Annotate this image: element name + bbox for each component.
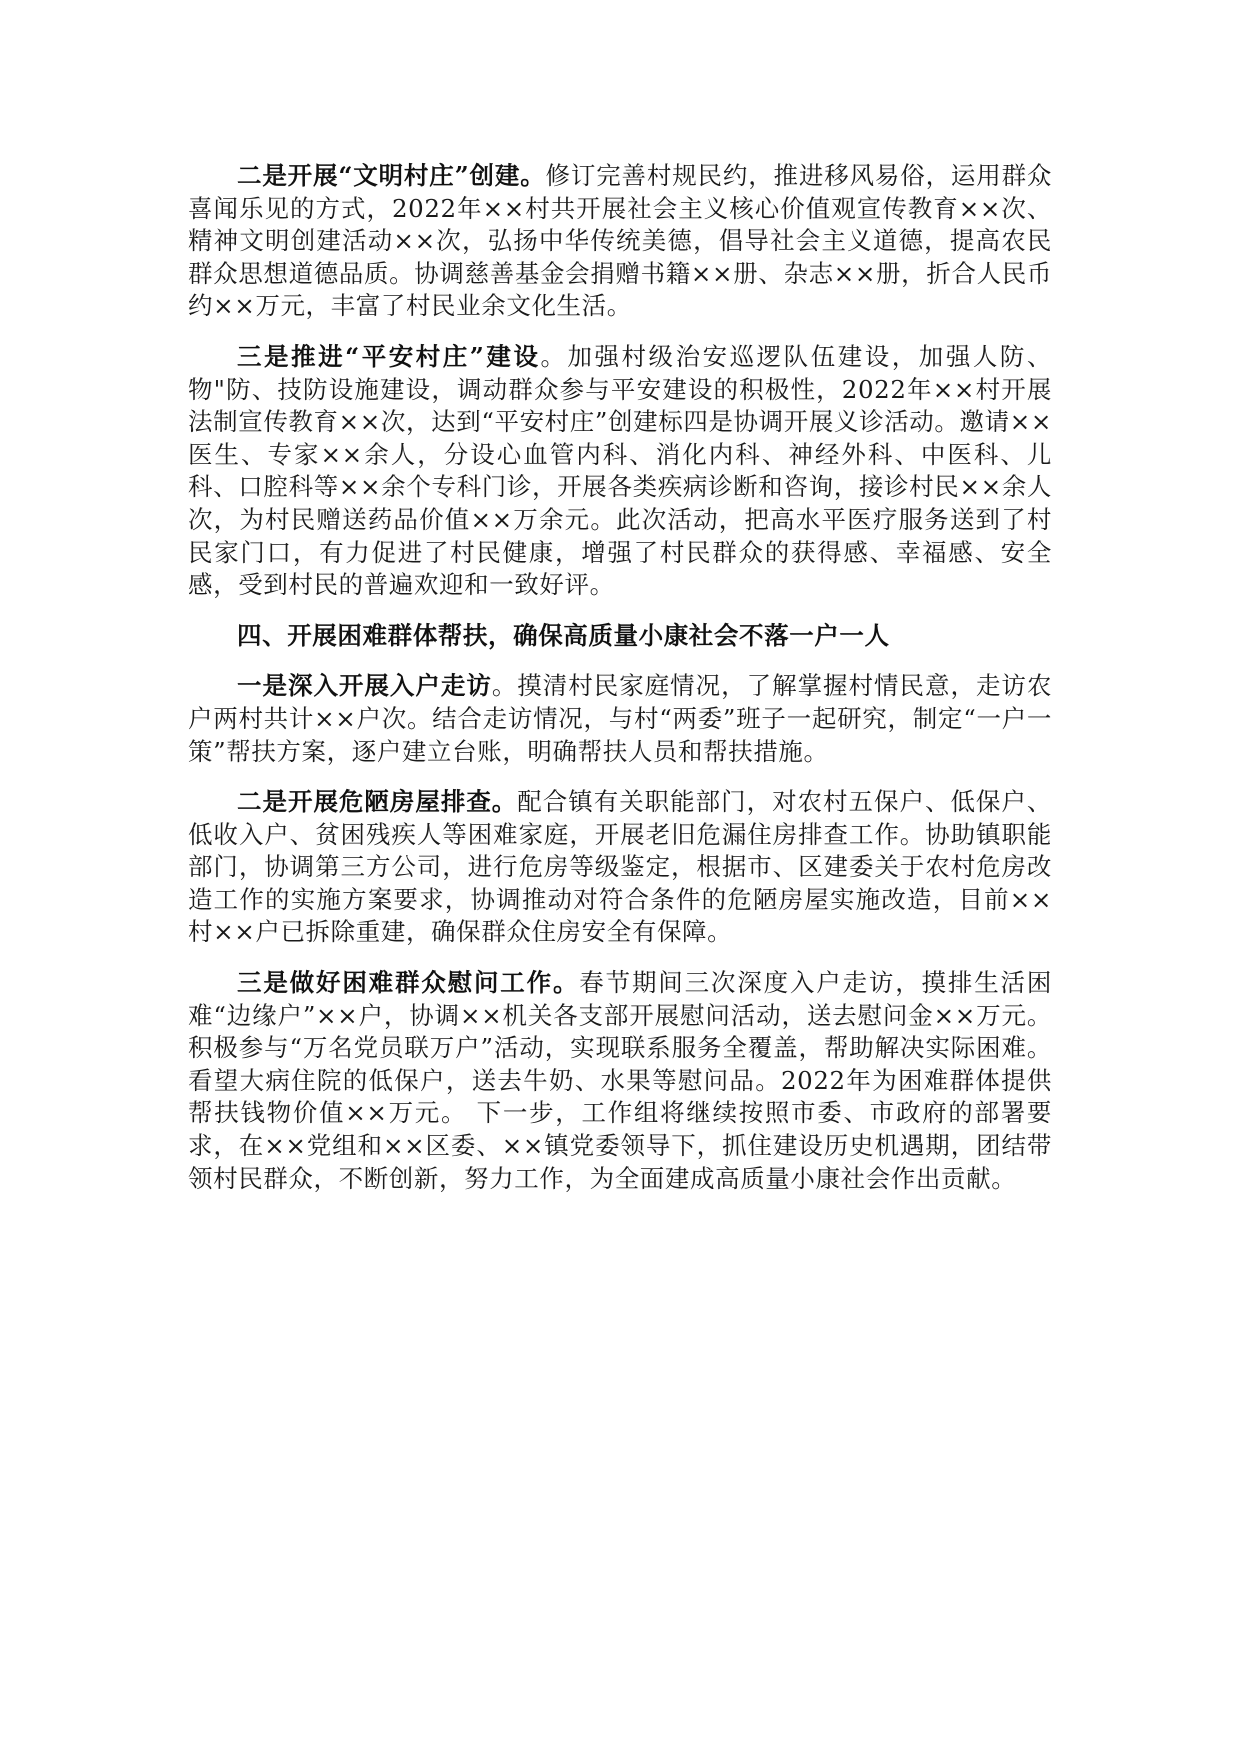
paragraph-housing-inspection (188, 786, 1052, 949)
document-body (188, 160, 1052, 1213)
paragraph-condolence-work (188, 967, 1052, 1195)
paragraph-civilized-village (188, 160, 1052, 323)
paragraph-lead: 一是深入开展入户走访 (237, 671, 492, 701)
paragraph-text: 春节期间三次深度入户走访，摸排生活困难“边缘户”××户，协调××机关各支部开展慰问活动，送去慰问金××万元。积极参与“万名党员联万户”活动，实现联系服务全覆盖，帮助解决实际困难。看望大病住院的低保户，送去牛奶、水果等慰问品。2022年为困难群体提供帮扶钱物价值××万元。 下一步，工作组将继续按照市委、市政府的部署要求，在××党组和××区委、××镇党委领导下，抓住建设历史机遇期，团结带领村民群众，不断创新，努力工作，为全面建成高质量小康社会作出贡献。 (188, 968, 1052, 1193)
paragraph-text: 。摸清村民家庭情况，了解掌握村情民意，走访农户两村共计××户次。结合走访情况，与村“两委”班子一起研究，制定“一户一策”帮扶方案，逐户建立台账，明确帮扶人员和帮扶措施。 (188, 671, 1053, 766)
paragraph-text: 配合镇有关职能部门，对农村五保户、低保户、低收入户、贫困残疾人等困难家庭，开展老旧危漏住房排查工作。协助镇职能部门，协调第三方公司，进行危房等级鉴定，根据市、区建委关于农村危房改造工作的实施方案要求，协调推动对符合条件的危陋房屋实施改造，目前××村××户已拆除重建，确保群众住房安全有保障。 (188, 787, 1052, 947)
paragraph-lead: 二是开展危陋房屋排查。 (237, 787, 518, 817)
section-heading: 四、开展困难群体帮扶，确保高质量小康社会不落一户一人 (237, 620, 890, 650)
paragraph-lead: 三是做好困难群众慰问工作。 (237, 968, 580, 998)
paragraph-home-visits (188, 670, 1052, 768)
paragraph-lead: 二是开展“文明村庄”创建。 (237, 161, 546, 190)
paragraph-safe-village (188, 341, 1052, 602)
paragraph-text: 修订完善村规民约，推进移风易俗，运用群众喜闻乐见的方式，2022年××村共开展社会主义核心价值观宣传教育××次、精神文明创建活动××次，弘扬中华传统美德，倡导社会主义道德，提高农民群众思想道德品质。协调慈善基金会捐赠书籍××册、杂志××册，折合人民币约××万元，丰富了村民业余文化生活。 (188, 161, 1053, 321)
paragraph-text: 。加强村级治安巡逻队伍建设，加强人防、物"防、技防设施建设，调动群众参与平安建设的积极性，2022年××村开展法制宣传教育××次，达到“平安村庄”创建标四是协调开展义诊活动。邀请××医生、专家××余人，分设心血管内科、消化内科、神经外科、中医科、儿科、口腔科等××余个专科门诊，开展各类疾病诊断和咨询，接诊村民××余人次，为村民赠送药品价值××万余元。此次活动，把高水平医疗服务送到了村民家门口，有力促进了村民健康，增强了村民群众的获得感、幸福感、安全感，受到村民的普遍欢迎和一致好评。 (188, 341, 1052, 600)
paragraph-lead: 三是推进“平安村庄”建设 (237, 341, 541, 371)
